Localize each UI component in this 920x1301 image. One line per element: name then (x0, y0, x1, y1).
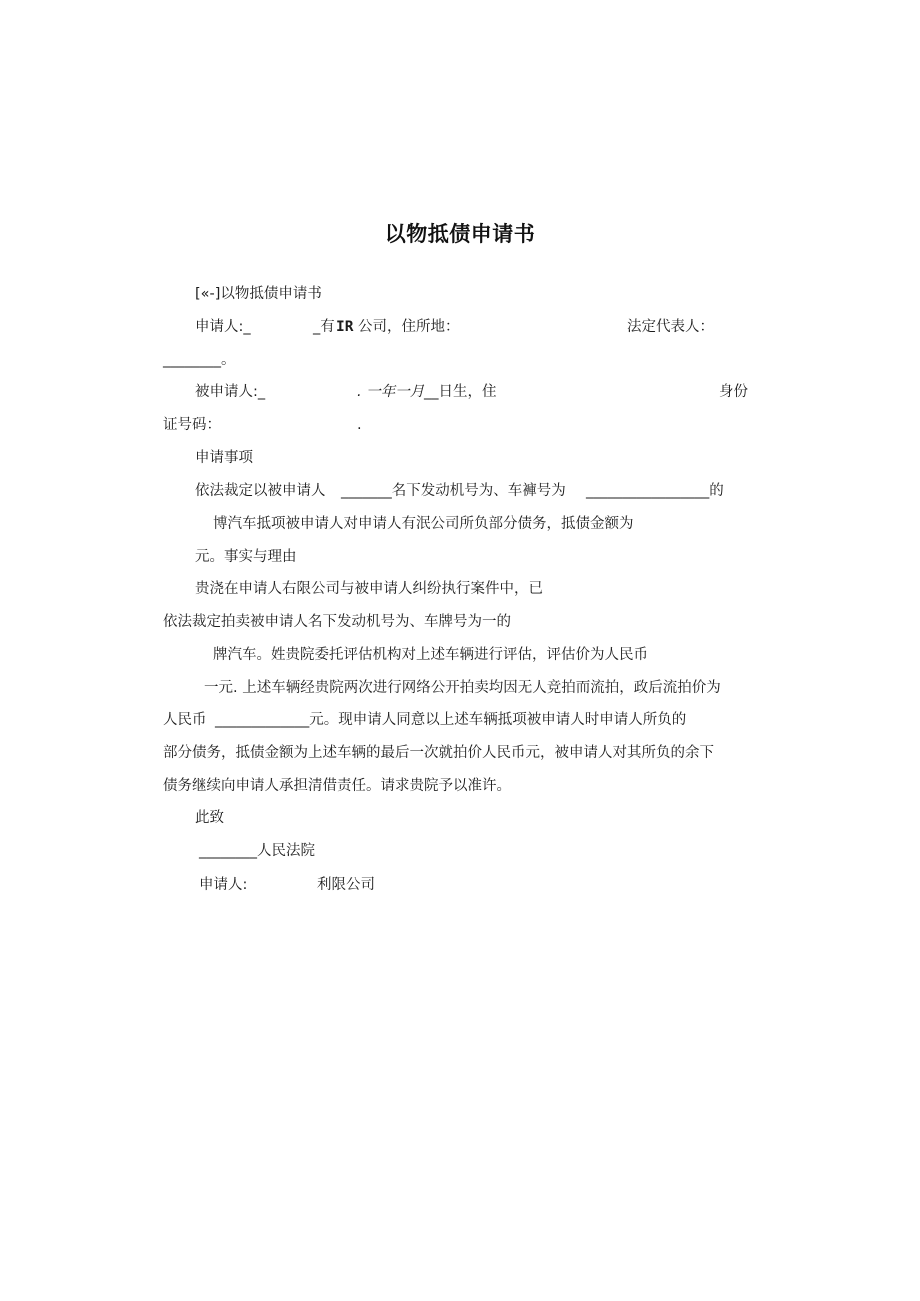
facts-line-6: 部分债务，抵债金额为上述车辆的最后一次就拍价人民币元，被申请人对其所负的余下 (163, 745, 714, 761)
applicant-label: 申请人:_ (195, 319, 251, 335)
applicant-company-mark: IR (336, 319, 354, 335)
request-line-1b: _______名下发动机号为、车褲号为 (341, 483, 566, 499)
applicant-address-label: 公司，住所地： (358, 319, 460, 335)
facts-heading-line: 元。事实与理由 (195, 549, 297, 565)
respondent-label: 被申请人:_ (195, 384, 266, 400)
document-title: 以物抵债申请书 (384, 222, 536, 246)
request-line-1c: _________________的 (586, 483, 724, 499)
heading-line: [«-]以物抵债申请书 (195, 286, 322, 302)
salutation: 此致 (195, 810, 224, 826)
facts-line-5b: _____________元。现申请人同意以上述车辆抵项被申请人时申请人所负的 (215, 712, 687, 728)
signature-company-name: 利限公司 (317, 877, 375, 893)
applicant-company-prefix: _有 (313, 319, 335, 335)
respondent-id-label-end: 证号码： (163, 417, 221, 433)
court-addressee: ________人民法院 (199, 843, 315, 859)
respondent-residence-label: __日生，住 (424, 384, 497, 400)
signature-applicant-label: 申请人: (199, 877, 248, 893)
facts-line-7: 债务继续向申请人承担清借责任。请求贵院予以准许。 (163, 778, 511, 794)
facts-line-4: 一元. 上述车辆经贵院两次进行网络公开拍卖均因无人竞拍而流拍，政后流拍价为 (204, 680, 721, 696)
request-line-1a: 依法裁定以被申请人 (195, 483, 326, 499)
representative-blank: ________。 (163, 352, 236, 368)
respondent-id-label-start: 身份 (719, 384, 748, 400)
facts-line-1: 贵浇在申请人右限公司与被申请人纠纷执行案件中，已 (195, 581, 543, 597)
facts-line-5a: 人民币 (163, 712, 207, 728)
respondent-birth-date: . 一年一月 (357, 384, 425, 400)
legal-representative-label: 法定代表人： (627, 319, 714, 335)
section-request-heading: 申请事项 (195, 450, 253, 466)
respondent-id-end-mark: . (357, 417, 362, 433)
request-line-2: 博汽车抵项被申请人对申请人有泯公司所负部分债务，抵债金额为 (213, 516, 634, 532)
facts-line-2: 依法裁定拍卖被申请人名下发动机号为、车牌号为一的 (163, 614, 511, 630)
facts-line-3: 牌汽车。姓贵院委托评估机构对上述车辆进行评估，评估价为人民币 (213, 647, 648, 663)
